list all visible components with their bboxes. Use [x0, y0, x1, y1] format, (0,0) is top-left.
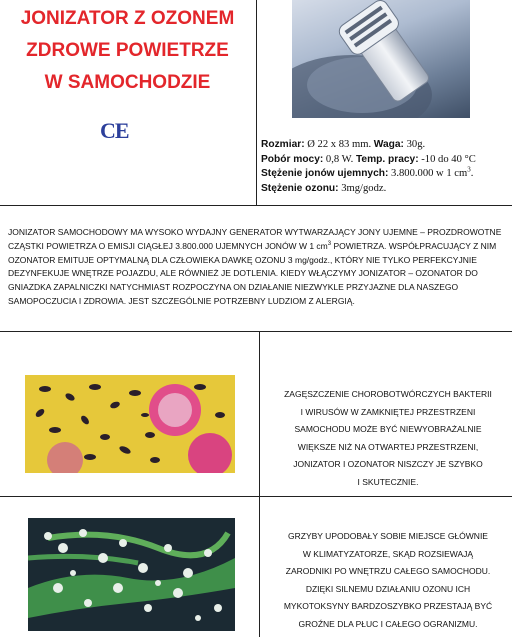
spec-power-temp: Pobór mocy: 0,8 W. Temp. pracy: -10 do 40 °C	[261, 153, 476, 165]
fungi-image	[28, 518, 235, 631]
title-line: ZDROWE POWIETRZE	[26, 40, 229, 61]
bacteria-text: ZAGĘSZCZENIE CHOROBOTWÓRCZYCH BAKTERII I WIRUSÓW W ZAMKNIĘTEJ PRZESTRZENI SAMOCHODU MOŻE BYĆ NIEWYOBRAŻALNIE WIĘKSZE NIŻ NA OTWARTEJ PRZESTRZENI, JONIZATOR I OZONATOR NISZCZY JE SZYBKO I SKUTECZNIE.	[284, 389, 492, 487]
spec-size-weight: Rozmiar: Ø 22 x 83 mm. Waga: 30g.	[261, 139, 426, 150]
title-line: JONIZATOR Z OZONEM	[20, 8, 235, 29]
specifications	[261, 138, 511, 196]
spec-ozone: Stężenie ozonu: 3mg/godz.	[261, 182, 387, 194]
spec-ions: Stężenie jonów ujemnych: 3.800.000 w 1 $cm^3$.	[261, 165, 474, 179]
divider	[259, 331, 260, 637]
description-paragraph: JONIZATOR SAMOCHODOWY MA WYSOKO WYDAJNY GENERATOR WYTWARZAJĄCY JONY UJEMNE – PROZDROWOTNE CZĄSTKI POWIETRZA O EMISJI CIĄGŁEJ 3.800.000 UJEMNYCH JONÓW W 1 $cm^3$ POWIETRZA. WSPÓŁPRACUJĄCY Z NIM OZONATOR EMITUJE OPTYMALNĄ DLA CZŁOWIEKA DAWKĘ OZONU 3 mg/godz., KTÓRY NIE TYLKO PERFEKCYJNIE DEZYNFEKUJE WNĘTRZE POJAZDU, ALE RÓWNIEŻ JE DOTLENIA. KIEDY WŁĄCZYMY JONIZATOR – OZONATOR DO GNIAZDKA ZAPALNICZKI NATYCHMIAST ROZPOCZYNA ON DZIAŁANIE NIEZWYKLE PRZYJAZNE DLA NASZEGO SAMOPOCZUCIA I ZDROWIA. JEST SZCZEGÓLNIE POTRZEBNY LUDZIOM Z ALERGIĄ.	[8, 227, 502, 306]
divider	[0, 205, 512, 206]
title-line: W SAMOCHODZIE	[44, 72, 211, 93]
divider	[256, 0, 257, 205]
product-photo	[292, 0, 470, 118]
divider	[0, 331, 512, 332]
bacteria-image	[25, 375, 235, 473]
fungi-text: GRZYBY UPODOBAŁY SOBIE MIEJSCE GŁÓWNIE W KLIMATYZATORZE, SKĄD ROZSIEWAJĄ ZARODNIKI PO WNĘTRZU CAŁEGO SAMOCHODU. DZIĘKI SILNEMU DZIAŁANIU OZONU ICH MYKOTOKSYNY BARDZOSZYBKO PRZESTAJĄ BYĆ GROŹNE DLA PŁUC I CAŁEGO OGRANIZMU.	[283, 531, 493, 629]
ce-mark: CE	[100, 118, 129, 143]
divider	[0, 496, 512, 497]
